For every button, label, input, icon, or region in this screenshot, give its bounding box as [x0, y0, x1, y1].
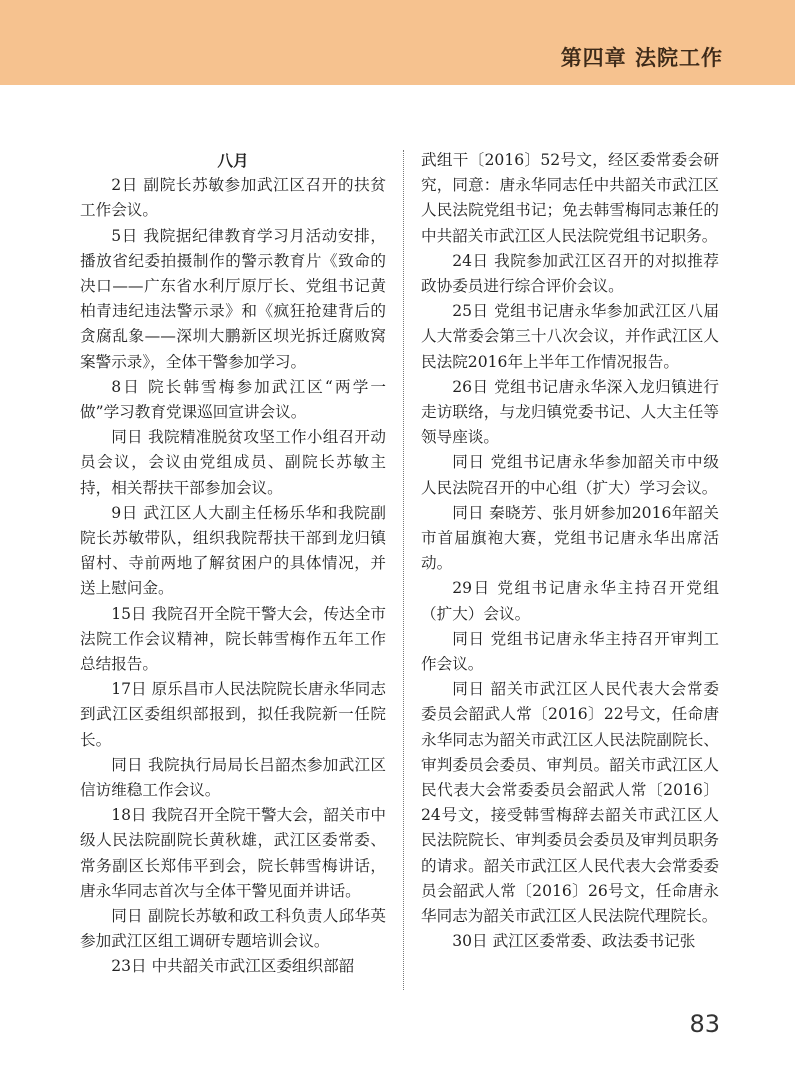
- entry-paragraph: 同日 副院长苏敏和政工科负责人邱华英参加武江区组工调研专题培训会议。: [80, 907, 386, 951]
- entry-paragraph: 25日 党组书记唐永华参加武江区八届人大常委会第三十八次会议，并作武江区人民法院2016年上半年工作情况报告。: [421, 302, 719, 371]
- entry-paragraph: 17日 原乐昌市人民法院院长唐永华同志到武江区委组织部报到，拟任我院新一任院长。: [80, 680, 386, 749]
- entry-paragraph: 同日 党组书记唐永华参加韶关市中级人民法院召开的中心组（扩大）学习会议。: [421, 453, 719, 497]
- entry-paragraph: 18日 我院召开全院干警大会，韶关市中级人民法院副院长黄秋雄，武江区委常委、常务副区长郑伟平到会，院长韩雪梅讲话，唐永华同志首次与全体干警见面并讲话。: [80, 806, 386, 900]
- continued-paragraph: 武组干〔2016〕52号文，经区委常委会研究，同意：唐永华同志任中共韶关市武江区人民法院党组书记；免去韩雪梅同志兼任的中共韶关市武江区人民法院党组书记职务。: [421, 151, 719, 245]
- page-number: 83: [689, 1010, 720, 1038]
- entry-paragraph: 9日 武江区人大副主任杨乐华和我院副院长苏敏带队，组织我院帮扶干部到龙归镇留村、寺前两地了解贫困户的具体情况，并送上慰问金。: [80, 503, 386, 598]
- entry-paragraph: 29日 党组书记唐永华主持召开党组（扩大）会议。: [421, 579, 719, 623]
- entry-paragraph: 同日 秦晓芳、张月妍参加2016年韶关市首届旗袍大赛，党组书记唐永华出席活动。: [421, 503, 719, 573]
- entry-paragraph: 2日 副院长苏敏参加武江区召开的扶贫工作会议。: [80, 176, 386, 220]
- entry-paragraph: 30日 武江区委常委、政法委书记张: [452, 932, 696, 951]
- entry-paragraph: 同日 我院执行局局长吕韶杰参加武江区信访维稳工作会议。: [80, 755, 386, 800]
- left-column: [80, 148, 386, 980]
- entry-paragraph: 同日 韶关市武江区人民代表大会常委委员会韶武人常〔2016〕22号文，任命唐永华同志为韶关市武江区人民法院副院长、审判委员会委员、审判员。韶关市武江区人民代表大会常委委员会韶武人常〔2016〕24号文，接受韩雪梅辞去韶关市武江区人民法院院长、审判委员会委员及审判员职务的请求。韶关市武江区人民代表大会常委委员会韶武人常〔2016〕26号文，任命唐永华同志为韶关市武江区人民法院代理院长。: [421, 680, 719, 926]
- entry-paragraph: 23日 中共韶关市武江区委组织部韶: [111, 957, 355, 976]
- entry-paragraph: 同日 党组书记唐永华主持召开审判工作会议。: [421, 629, 719, 674]
- entry-paragraph: 15日 我院召开全院干警大会，传达全市法院工作会议精神，院长韩雪梅作五年工作总结报告。: [80, 604, 386, 674]
- entry-paragraph: 24日 我院参加武江区召开的对拟推荐政协委员进行综合评价会议。: [421, 251, 719, 296]
- entry-paragraph: 同日 我院精准脱贫攻坚工作小组召开动员会议，会议由党组成员、副院长苏敏主持，相关帮扶干部参加会议。: [80, 428, 386, 497]
- entry-paragraph: 5日 我院据纪律教育学习月活动安排，播放省纪委拍摄制作的警示教育片《致命的决口——广东省水利厅原厅长、党组书记黄柏青违纪违法警示录》和《疯狂抢建背后的贪腐乱象——深圳大鹏新区坝光拆迁腐败窝案警示录》，全体干警参加学习。: [80, 226, 386, 371]
- month-heading: 八月: [217, 151, 249, 170]
- column-divider: [403, 150, 404, 990]
- entry-paragraph: 8日 院长韩雪梅参加武江区“两学一做”学习教育党课巡回宣讲会议。: [80, 377, 386, 422]
- chapter-title: 第四章 法院工作: [560, 46, 723, 70]
- entry-paragraph: 26日 党组书记唐永华深入龙归镇进行走访联络，与龙归镇党委书记、人大主任等领导座谈。: [421, 377, 719, 447]
- right-column: [421, 148, 719, 955]
